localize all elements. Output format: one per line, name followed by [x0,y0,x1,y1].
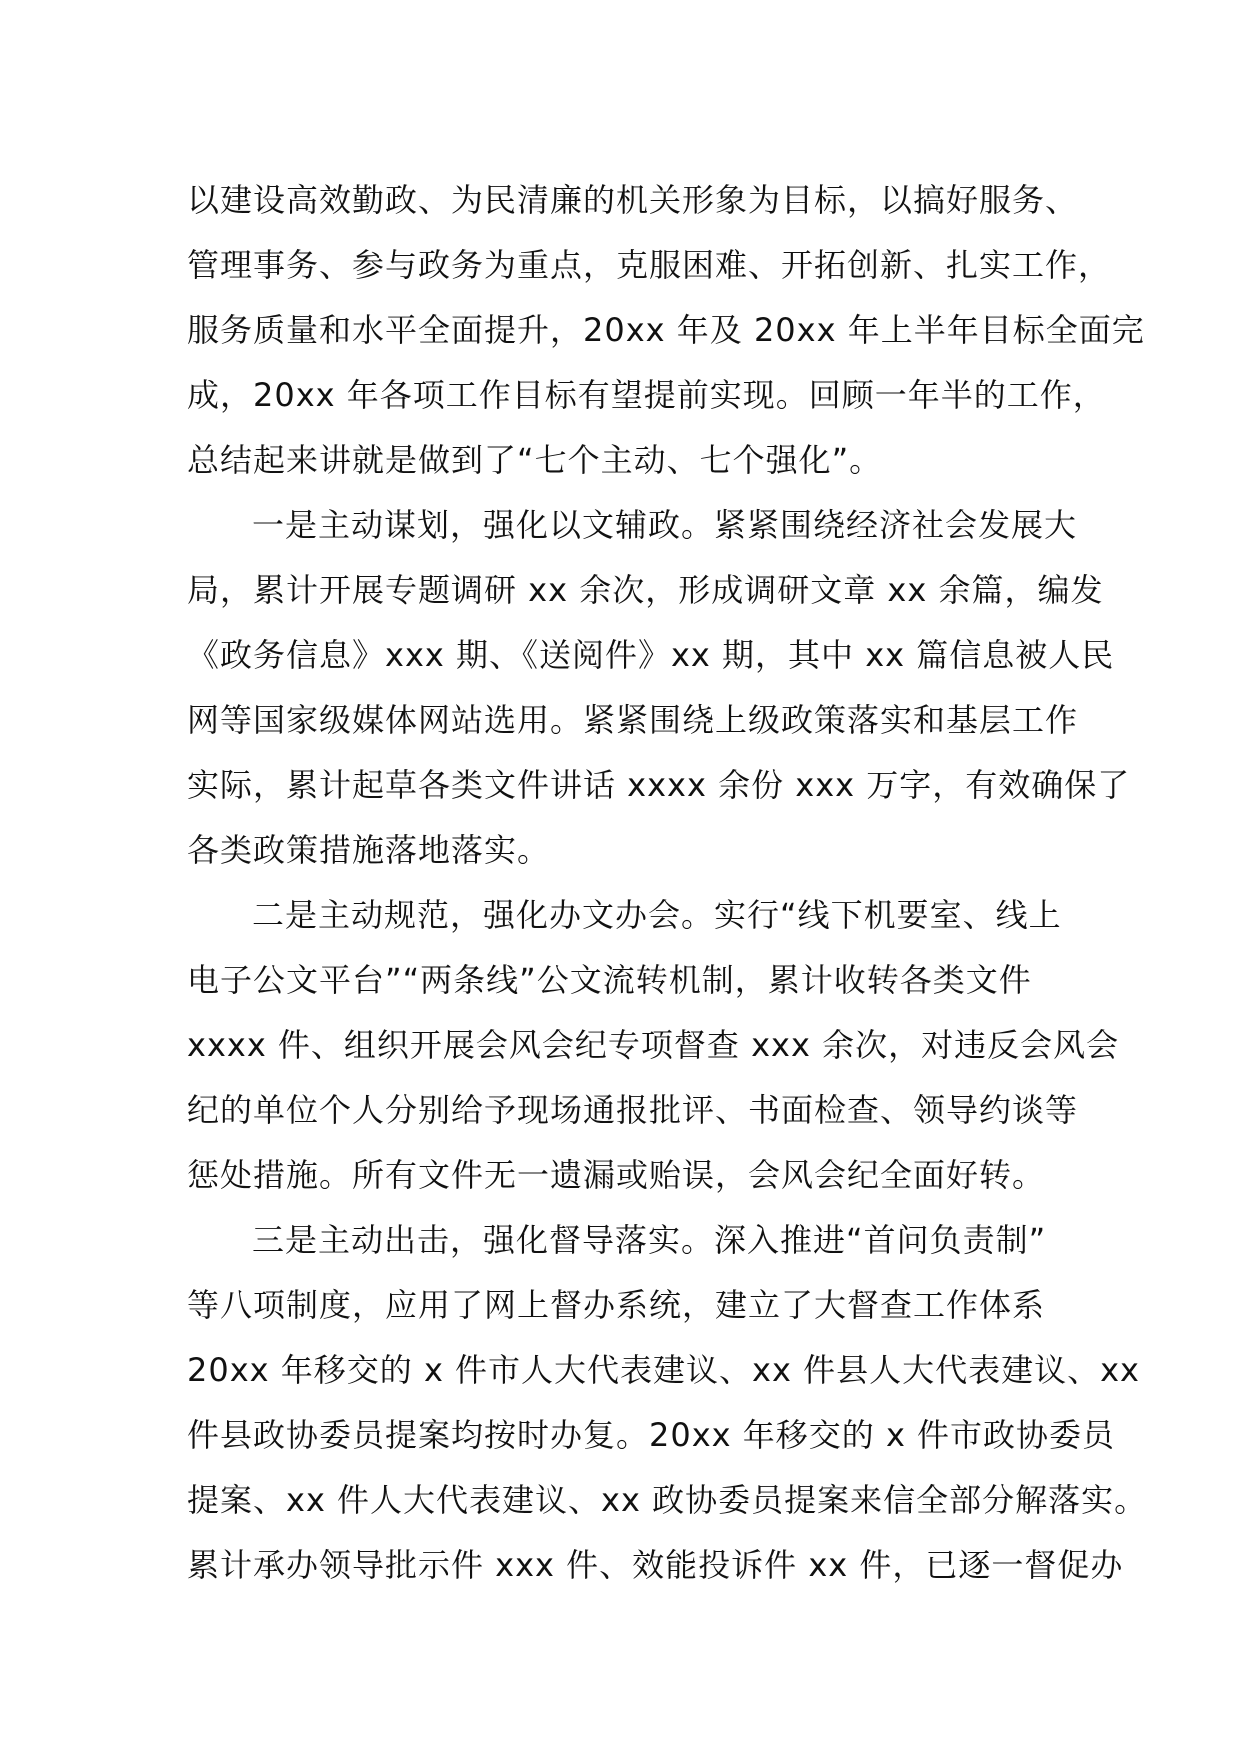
text-line: 件县政协委员提案均按时办复。20xx 年移交的 x 件市政协委员 [187,1416,1116,1454]
paragraph-item-2 [187,883,1120,1208]
text-line: 惩处措施。所有文件无一遗漏或贻误，会风会纪全面好转。 [187,1156,1046,1194]
text-line: 提案、xx 件人大代表建议、xx 政协委员提案来信全部分解落实。 [187,1481,1148,1519]
text-line: 各类政策措施落地落实。 [187,831,551,869]
text-line: 管理事务、参与政务为重点，克服困难、开拓创新、扎实工作， [187,246,1112,284]
text-line: 三是主动出击，强化督导落实。深入推进“首问负责制” [252,1221,1047,1259]
text-line: 一是主动谋划，强化以文辅政。紧紧围绕经济社会发展大 [252,506,1078,544]
text-line: 网等国家级媒体网站选用。紧紧围绕上级政策落实和基层工作 [187,701,1079,739]
text-line: 二是主动规范，强化办文办会。实行“线下机要室、线上 [252,896,1062,934]
text-line: 《政务信息》xxx 期、《送阅件》xx 期，其中 xx 篇信息被人民 [187,636,1115,674]
paragraph-item-3 [187,1208,1148,1598]
text-line: 实际，累计起草各类文件讲话 xxxx 余份 xxx 万字，有效确保了 [187,766,1131,804]
text-line: 等八项制度，应用了网上督办系统，建立了大督查工作体系 [187,1286,1046,1324]
text-line: 纪的单位个人分别给予现场通报批评、书面检查、领导约谈等 [187,1091,1079,1129]
document-body [187,168,1148,1598]
paragraph-item-1 [187,493,1131,883]
text-line: 电子公文平台”“两条线”公文流转机制，累计收转各类文件 [187,961,1032,999]
text-line: 累计承办领导批示件 xxx 件、效能投诉件 xx 件，已逐一督促办 [187,1546,1124,1584]
text-line: 服务质量和水平全面提升，20xx 年及 20xx 年上半年目标全面完 [187,311,1145,349]
text-line: 总结起来讲就是做到了“七个主动、七个强化”。 [187,441,883,479]
text-line: 以建设高效勤政、为民清廉的机关形象为目标，以搞好服务、 [187,181,1079,219]
text-line: xxxx 件、组织开展会风会纪专项督查 xxx 余次，对违反会风会 [187,1026,1120,1064]
text-line: 局，累计开展专题调研 xx 余次，形成调研文章 xx 余篇，编发 [187,571,1104,609]
text-line: 成，20xx 年各项工作目标有望提前实现。回顾一年半的工作， [187,376,1106,414]
text-line: 20xx 年移交的 x 件市人大代表建议、xx 件县人大代表建议、xx [187,1351,1140,1389]
paragraph-intro [187,168,1145,493]
